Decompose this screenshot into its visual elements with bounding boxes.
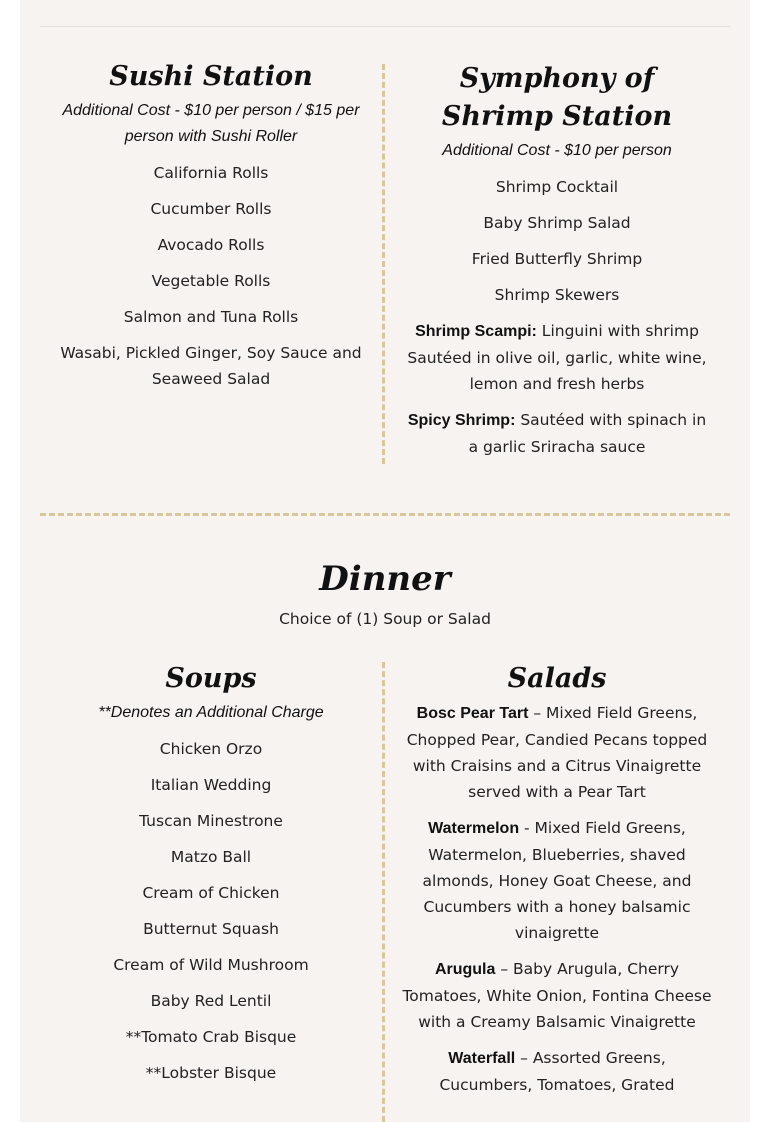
shrimp-special-desc: Sautéed with spinach in a garlic Sriracha sauce (468, 411, 707, 456)
soup-item: Baby Red Lentil (150, 992, 272, 1010)
sushi-station-section (50, 58, 372, 402)
soups-charge-note: **Denotes an Additional Charge (98, 704, 324, 721)
shrimp-special-item (402, 318, 712, 397)
soup-item: Italian Wedding (150, 776, 272, 794)
shrimp-item: Baby Shrimp Salad (483, 214, 631, 232)
shrimp-special-desc: Linguini with shrimp Sautéed in olive oil, garlic, white wine, lemon and fresh herbs (407, 322, 707, 393)
section-divider (40, 513, 730, 516)
salad-desc: – Baby Arugula, Cherry Tomatoes, White Onion, Fontina Cheese with a Creamy Balsamic Vinaigrette (402, 960, 712, 1031)
salad-desc: – Mixed Field Greens, Chopped Pear, Candied Pecans topped with Craisins and a Citrus Vinaigrette served with a Pear Tart (406, 704, 708, 801)
soup-item: **Tomato Crab Bisque (125, 1028, 297, 1046)
sushi-item: Cucumber Rolls (150, 200, 272, 218)
salad-item (402, 1045, 712, 1098)
dinner-title: Dinner (319, 559, 451, 599)
shrimp-cost-note: Additional Cost - $10 per person (442, 142, 672, 159)
vertical-divider-bottom (382, 662, 385, 1122)
shrimp-station-title: Symphony of Shrimp Station (441, 63, 673, 132)
soup-item: Tuscan Minestrone (139, 812, 283, 830)
soup-item: Cream of Chicken (142, 884, 280, 902)
top-divider (40, 26, 730, 27)
sushi-item: Avocado Rolls (157, 236, 265, 254)
salad-item (402, 956, 712, 1035)
dinner-subtitle: Choice of (1) Soup or Salad (279, 610, 491, 628)
shrimp-station-section (402, 60, 712, 470)
shrimp-special-name: Spicy Shrimp: (407, 412, 516, 429)
salad-name: Arugula (434, 961, 496, 978)
soup-item: Chicken Orzo (159, 740, 263, 758)
soup-item: Matzo Ball (170, 848, 252, 866)
salad-item (402, 815, 712, 946)
shrimp-special-item (402, 407, 712, 460)
soup-item: **Lobster Bisque (145, 1064, 277, 1082)
sushi-item: California Rolls (153, 164, 269, 182)
sushi-item: Vegetable Rolls (151, 272, 271, 290)
salads-section (402, 660, 712, 1108)
salad-item (402, 700, 712, 805)
soups-section (50, 660, 372, 1096)
menu-page (20, 0, 750, 1122)
sushi-item: Wasabi, Pickled Ginger, Soy Sauce and Seaweed Salad (60, 344, 362, 388)
salads-title: Salads (507, 663, 607, 694)
salad-name: Bosc Pear Tart (416, 705, 529, 722)
salad-name: Watermelon (428, 820, 520, 837)
soup-item: Cream of Wild Mushroom (113, 956, 309, 974)
vertical-divider-top (382, 64, 385, 464)
salad-desc: – Assorted Greens, Cucumbers, Tomatoes, Grated (439, 1049, 675, 1094)
soup-item: Butternut Squash (143, 920, 279, 938)
shrimp-special-name: Shrimp Scampi: (415, 323, 537, 340)
shrimp-item: Fried Butterfly Shrimp (471, 250, 643, 268)
shrimp-item: Shrimp Cocktail (495, 178, 619, 196)
sushi-station-title: Sushi Station (109, 61, 313, 92)
sushi-item: Salmon and Tuna Rolls (123, 308, 299, 326)
salad-name: Waterfall (448, 1050, 516, 1067)
shrimp-item: Shrimp Skewers (494, 286, 620, 304)
salad-desc: - Mixed Field Greens, Watermelon, Blueberries, shaved almonds, Honey Goat Cheese, and Cucumbers with a honey balsamic vinaigrette (422, 819, 692, 942)
sushi-cost-note: Additional Cost - $10 per person / $15 per person with Sushi Roller (62, 102, 360, 145)
soups-title: Soups (165, 663, 257, 694)
